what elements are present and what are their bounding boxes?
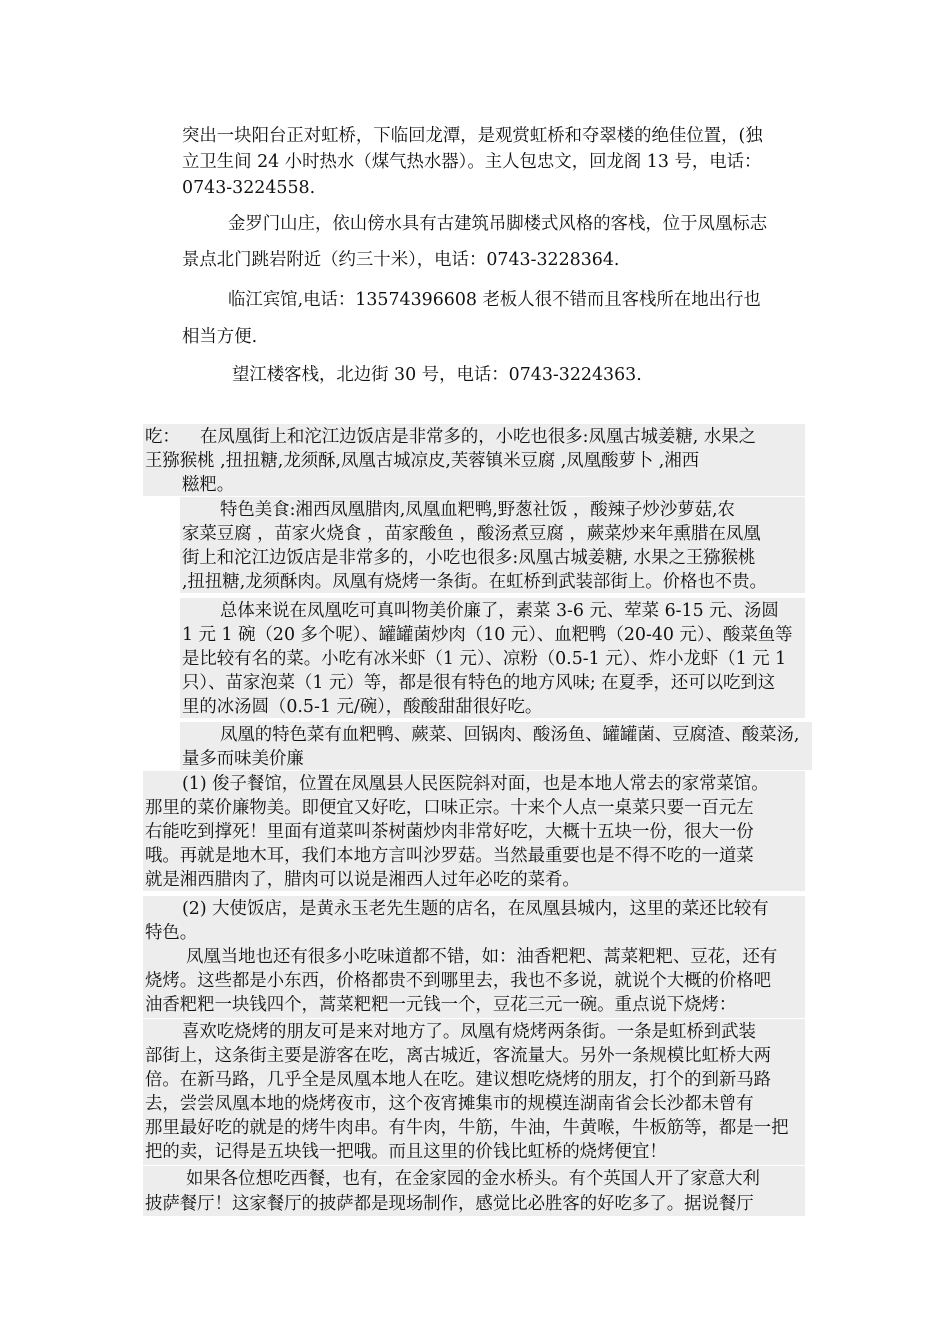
text-line: 就是湘西腊肉了，腊肉可以说是湘西人过年必吃的菜肴。 — [145, 870, 580, 890]
text-line: 油香粑粑一块钱四个，蒿菜粑粑一元钱一个，豆花三元一碗。重点说下烧烤： — [145, 995, 737, 1015]
text-line: 1 元 1 碗（20 多个呢）、罐罐菌炒肉（10 元）、血粑鸭（20-40 元）、酸菜鱼等 — [182, 625, 793, 645]
text-line: 喜欢吃烧烤的朋友可是来对地方了。凤凰有烧烤两条街。一条是虹桥到武装 — [182, 1022, 756, 1042]
text-line: 量多而味美价廉 — [182, 749, 304, 769]
text-line: 披萨餐厅！这家餐厅的披萨都是现场制作，感觉比必胜客的好吃多了。据说餐厅 — [145, 1194, 754, 1214]
text-line: 景点北门跳岩附近（约三十米），电话：0743-3228364. — [182, 250, 620, 270]
text-line: 0743-3224558. — [182, 178, 316, 198]
food-label: 吃： — [145, 427, 180, 447]
text-line: (1) 俊子餐馆，位置在凤凰县人民医院斜对面，也是本地人常去的家常菜馆。 — [182, 774, 769, 794]
text-line: 望江楼客栈，北边街 30 号，电话：0743-3224363. — [232, 365, 642, 385]
text-line: 在凤凰街上和沱江边饭店是非常多的，小吃也很多:凤凰古城姜糖, 水果之 — [200, 427, 757, 447]
text-line: 把的卖，记得是五块钱一把哦。而且这里的价钱比虹桥的烧烤便宜！ — [145, 1142, 667, 1162]
text-line: 烧烤。这些都是小东西，价格都贵不到哪里去，我也不多说，就说个大概的价格吧 — [145, 971, 772, 991]
text-line: 里的冰汤圆（0.5-1 元/碗），酸酸甜甜很好吃。 — [182, 697, 543, 717]
text-line: 王猕猴桃 ,扭扭糖,龙须酥,凤凰古城凉皮,芙蓉镇米豆腐 ,凤凰酸萝卜 ,湘西 — [145, 451, 700, 471]
text-line: 总体来说在凤凰吃可真叫物美价廉了，素菜 3-6 元、荤菜 6-15 元、汤圆 — [220, 601, 779, 621]
text-line: 特色。 — [145, 923, 198, 943]
text-line: 凤凰的特色菜有血粑鸭、蕨菜、回锅肉、酸汤鱼、罐罐菌、豆腐渣、酸菜汤, — [220, 725, 800, 745]
text-line: 凤凰当地也还有很多小吃味道都不错，如：油香粑粑、蒿菜粑粑、豆花，还有 — [186, 947, 778, 967]
text-line: 相当方便. — [182, 327, 258, 347]
text-line: 特色美食:湘西凤凰腊肉,凤凰血粑鸭,野葱社饭 ，酸辣子炒沙萝菇,农 — [220, 500, 735, 520]
text-line: 突出一块阳台正对虹桥，下临回龙潭，是观赏虹桥和夺翠楼的绝佳位置，(独 — [182, 126, 763, 146]
text-line: ,扭扭糖,龙须酥肉。凤凰有烧烤一条街。在虹桥到武装部街上。价格也不贵。 — [182, 572, 767, 592]
text-line: 家菜豆腐 ，苗家火烧食 ，苗家酸鱼 ，酸汤煮豆腐 ，蕨菜炒来年熏腊在凤凰 — [182, 524, 761, 544]
text-line: 糍粑。 — [182, 475, 235, 495]
text-line: (2) 大使饭店，是黄永玉老先生题的店名，在凤凰县城内，这里的菜还比较有 — [182, 899, 769, 919]
text-line: 如果各位想吃西餐，也有，在金家园的金水桥头。有个英国人开了家意大利 — [186, 1169, 760, 1189]
text-line: 倍。在新马路，几乎全是凤凰本地人在吃。建议想吃烧烤的朋友，打个的到新马路 — [145, 1070, 772, 1090]
text-line: 是比较有名的菜。小吃有冰米虾（1 元）、凉粉（0.5-1 元）、炸小龙虾（1 元 1 — [182, 649, 787, 669]
text-line: 那里的菜价廉物美。即便宜又好吃，口味正宗。十来个人点一桌菜只要一百元左 — [145, 798, 754, 818]
text-line: 金罗门山庄，依山傍水具有古建筑吊脚楼式风格的客栈，位于凤凰标志 — [228, 214, 768, 234]
text-line: 那里最好吃的就是的烤牛肉串。有牛肉，牛筋，牛油，牛黄喉，牛板筋等，都是一把 — [145, 1118, 789, 1138]
text-line: 哦。再就是地木耳，我们本地方言叫沙罗菇。当然最重要也是不得不吃的一道菜 — [145, 846, 754, 866]
text-line: 右能吃到撑死！里面有道菜叫茶树菌炒肉非常好吃，大概十五块一份，很大一份 — [145, 822, 754, 842]
text-line: 只）、苗家泡菜（1 元）等，都是很有特色的地方风味; 在夏季，还可以吃到这 — [182, 673, 776, 693]
text-line: 临江宾馆,电话：13574396608 老板人很不错而且客栈所在地出行也 — [228, 290, 761, 310]
text-line: 部街上，这条街主要是游客在吃，离古城近，客流量大。另外一条规模比虹桥大两 — [145, 1046, 772, 1066]
text-line: 街上和沱江边饭店是非常多的，小吃也很多:凤凰古城姜糖, 水果之王猕猴桃 — [182, 548, 756, 568]
text-line: 立卫生间 24 小时热水（煤气热水器）。主人包忠文，回龙阁 13 号，电话： — [182, 152, 762, 172]
text-line: 去，尝尝凤凰本地的烧烤夜市，这个夜宵摊集市的规模连湖南省会长沙都未曾有 — [145, 1094, 754, 1114]
